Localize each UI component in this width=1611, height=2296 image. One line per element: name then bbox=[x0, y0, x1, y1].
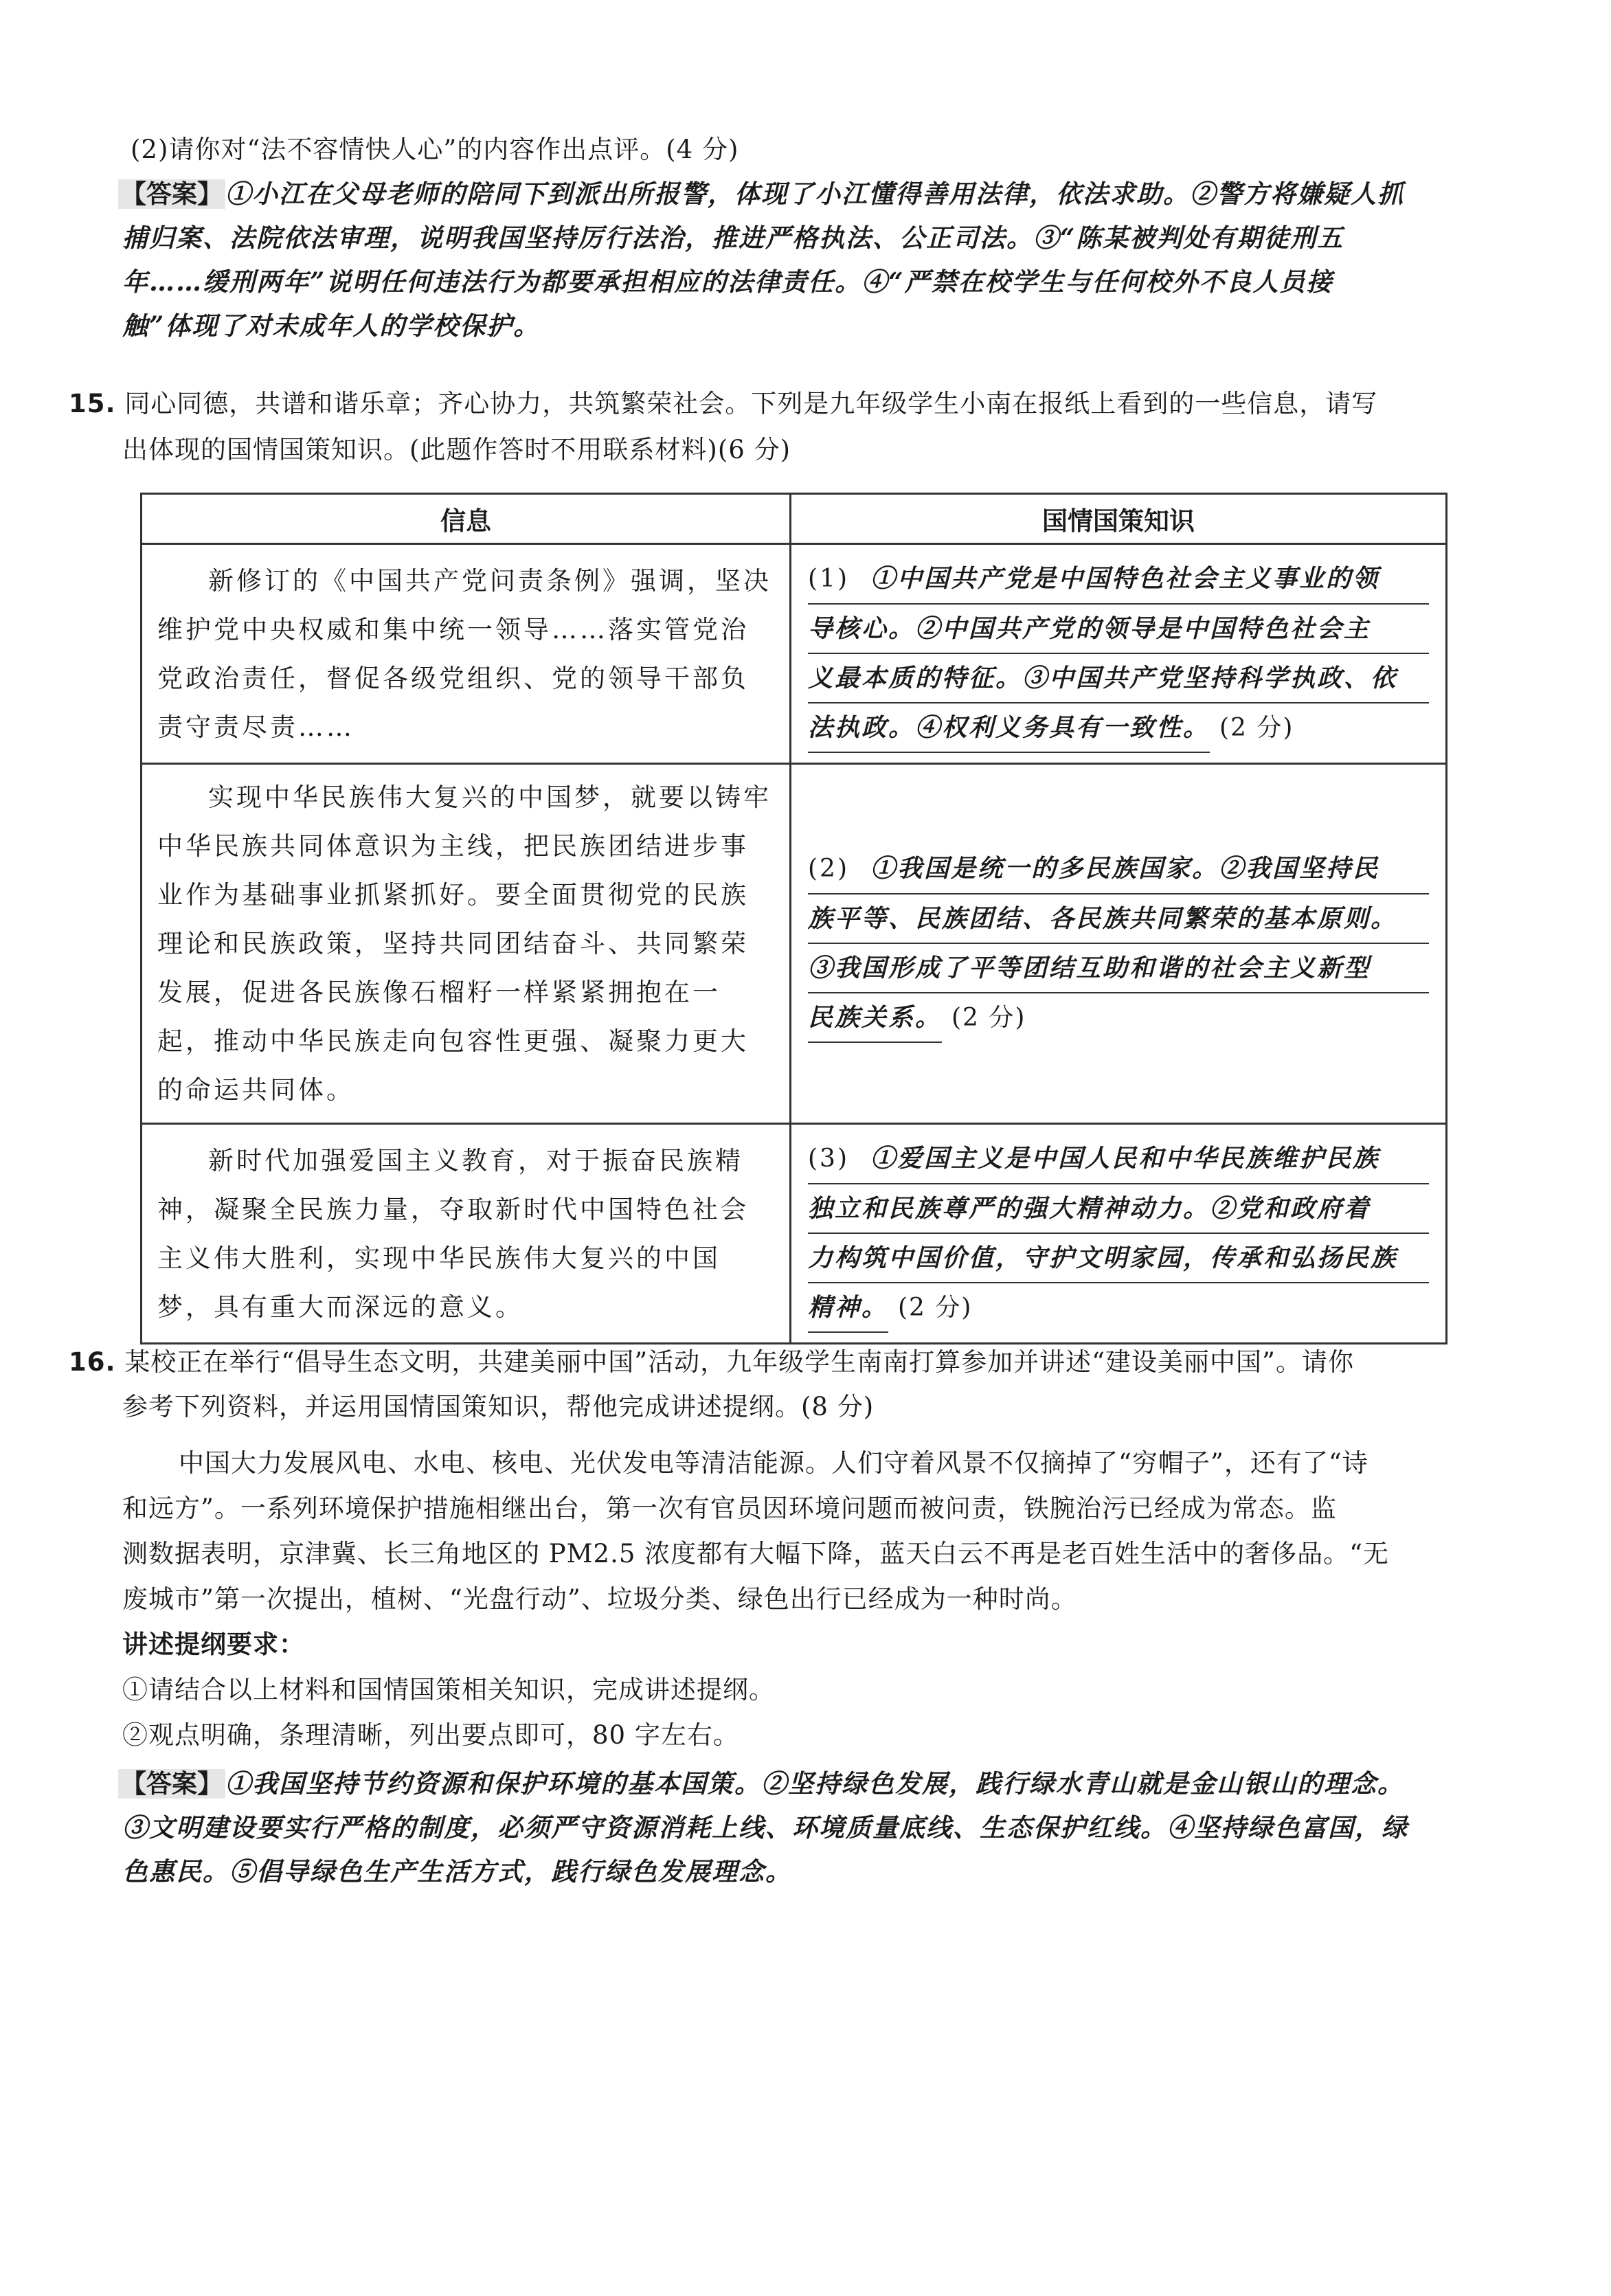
header-knowledge: 国情国策知识 bbox=[791, 494, 1447, 544]
material-line-1: 中国大力发展风电、水电、核电、光伏发电等清洁能源。人们守着风景不仅摘掉了“穷帽子”，还有了“诗 bbox=[179, 1448, 1368, 1478]
answer-tag: 【答案】 bbox=[118, 179, 225, 209]
table-row bbox=[142, 764, 1447, 1124]
q16-number: 16. bbox=[69, 1347, 116, 1377]
q16-answer-line-2: ③文明建设要实行严格的制度，必须严守资源消耗上线、环境质量底线、生态保护红线。④坚持绿色富国，绿 bbox=[122, 1812, 1408, 1843]
table-header-row bbox=[142, 494, 1447, 544]
q14-answer-line-1: 【答案】 ①小江在父母老师的陪同下到派出所报警，体现了小江懂得善用法律，依法求助。②警方将嫌疑人抓 bbox=[118, 175, 1404, 214]
q14-answer-line-4: 触”体现了对未成年人的学校保护。 bbox=[122, 311, 541, 341]
knowledge-cell: (1) ①中国共产党是中国特色社会主义事业的领 导核心。②中国共产党的领导是中国特色社会主 义最本质的特征。③中国共产党坚持科学执政、依 法执政。④权利义务具有一致性。 (2 分) bbox=[791, 544, 1447, 764]
info-cell: 实现中华民族伟大复兴的中国梦，就要以铸牢中华民族共同体意识为主线，把民族团结进步事业作为基础事业抓紧抓好。要全面贯彻党的民族理论和民族政策，坚持共同团结奋斗、共同繁荣发展，促进各民族像石榴籽一样紧紧拥抱在一起，推动中华民族走向包容性更强、凝聚力更大的命运共同体。 bbox=[142, 764, 791, 1124]
table-row bbox=[142, 1124, 1447, 1344]
requirement-2: ②观点明确，条理清晰，列出要点即可，80 字左右。 bbox=[122, 1720, 739, 1750]
points-label: (2 分) bbox=[1219, 714, 1294, 742]
q14-part2-question: (2)请你对“法不容情快人心”的内容作出点评。(4 分) bbox=[131, 135, 739, 164]
q16-stem-line-2: 参考下列资料，并运用国情国策知识，帮他完成讲述提纲。(8 分) bbox=[122, 1392, 875, 1421]
info-cell: 新修订的《中国共产党问责条例》强调，坚决维护党中央权威和集中统一领导……落实管党治党政治责任，督促各级党组织、党的领导干部负责守责尽责…… bbox=[142, 544, 791, 764]
requirements-label: 讲述提纲要求： bbox=[122, 1630, 305, 1659]
points-label: (2 分) bbox=[898, 1294, 973, 1322]
header-info: 信息 bbox=[142, 494, 791, 544]
q16-answer-line-1: 【答案】 ①我国坚持节约资源和保护环境的基本国策。②坚持绿色发展，践行绿水青山就是金山银山的理念。 bbox=[118, 1764, 1404, 1803]
material-line-3: 测数据表明，京津冀、长三角地区的 PM2.5 浓度都有大幅下降，蓝天白云不再是老百姓生活中的奢侈品。“无 bbox=[122, 1539, 1390, 1568]
knowledge-cell: (2) ①我国是统一的多民族国家。②我国坚持民 族平等、民族团结、各民族共同繁荣的基本原则。 ③我国形成了平等团结互助和谐的社会主义新型 民族关系。 (2 分) bbox=[791, 764, 1447, 1124]
q15-stem-line-2: 出体现的国情国策知识。(此题作答时不用联系材料)(6 分) bbox=[122, 435, 791, 464]
knowledge-cell: (3) ①爱国主义是中国人民和中华民族维护民族 独立和民族尊严的强大精神动力。②党和政府着 力构筑中国价值，守护文明家园，传承和弘扬民族 精神。 (2 分) bbox=[791, 1124, 1447, 1344]
table-row bbox=[142, 544, 1447, 764]
points-label: (2 分) bbox=[951, 1004, 1026, 1032]
q14-answer-line-3: 年……缓刑两年”说明任何违法行为都要承担相应的法律责任。④“严禁在校学生与任何校外不良人员接 bbox=[122, 267, 1333, 297]
material-line-4: 废城市”第一次提出，植树、“光盘行动”、垃圾分类、绿色出行已经成为一种时尚。 bbox=[122, 1584, 1077, 1614]
requirement-1: ①请结合以上材料和国情国策相关知识，完成讲述提纲。 bbox=[122, 1675, 775, 1704]
info-table bbox=[140, 493, 1447, 1344]
q16-stem-line-1: 16. 某校正在举行“倡导生态文明，共建美丽中国”活动，九年级学生南南打算参加并讲述“建设美丽中国”。请你 bbox=[69, 1347, 1354, 1377]
info-cell: 新时代加强爱国主义教育，对于振奋民族精神，凝聚全民族力量，夺取新时代中国特色社会主义伟大胜利，实现中华民族伟大复兴的中国梦，具有重大而深远的意义。 bbox=[142, 1124, 791, 1344]
q15-number: 15. bbox=[69, 389, 116, 418]
material-line-2: 和远方”。一系列环境保护措施相继出台，第一次有官员因环境问题而被问责，铁腕治污已经成为常态。监 bbox=[122, 1494, 1337, 1523]
q14-answer-line-2: 捕归案、法院依法审理，说明我国坚持厉行法治，推进严格执法、公正司法。③“陈某被判处有期徒刑五 bbox=[122, 223, 1344, 253]
answer-tag: 【答案】 bbox=[118, 1769, 225, 1799]
q15-stem-line-1: 15. 同心同德，共谱和谐乐章；齐心协力，共筑繁荣社会。下列是九年级学生小南在报纸上看到的一些信息，请写 bbox=[69, 389, 1378, 418]
q16-answer-line-3: 色惠民。⑤倡导绿色生产生活方式，践行绿色发展理念。 bbox=[122, 1856, 792, 1887]
